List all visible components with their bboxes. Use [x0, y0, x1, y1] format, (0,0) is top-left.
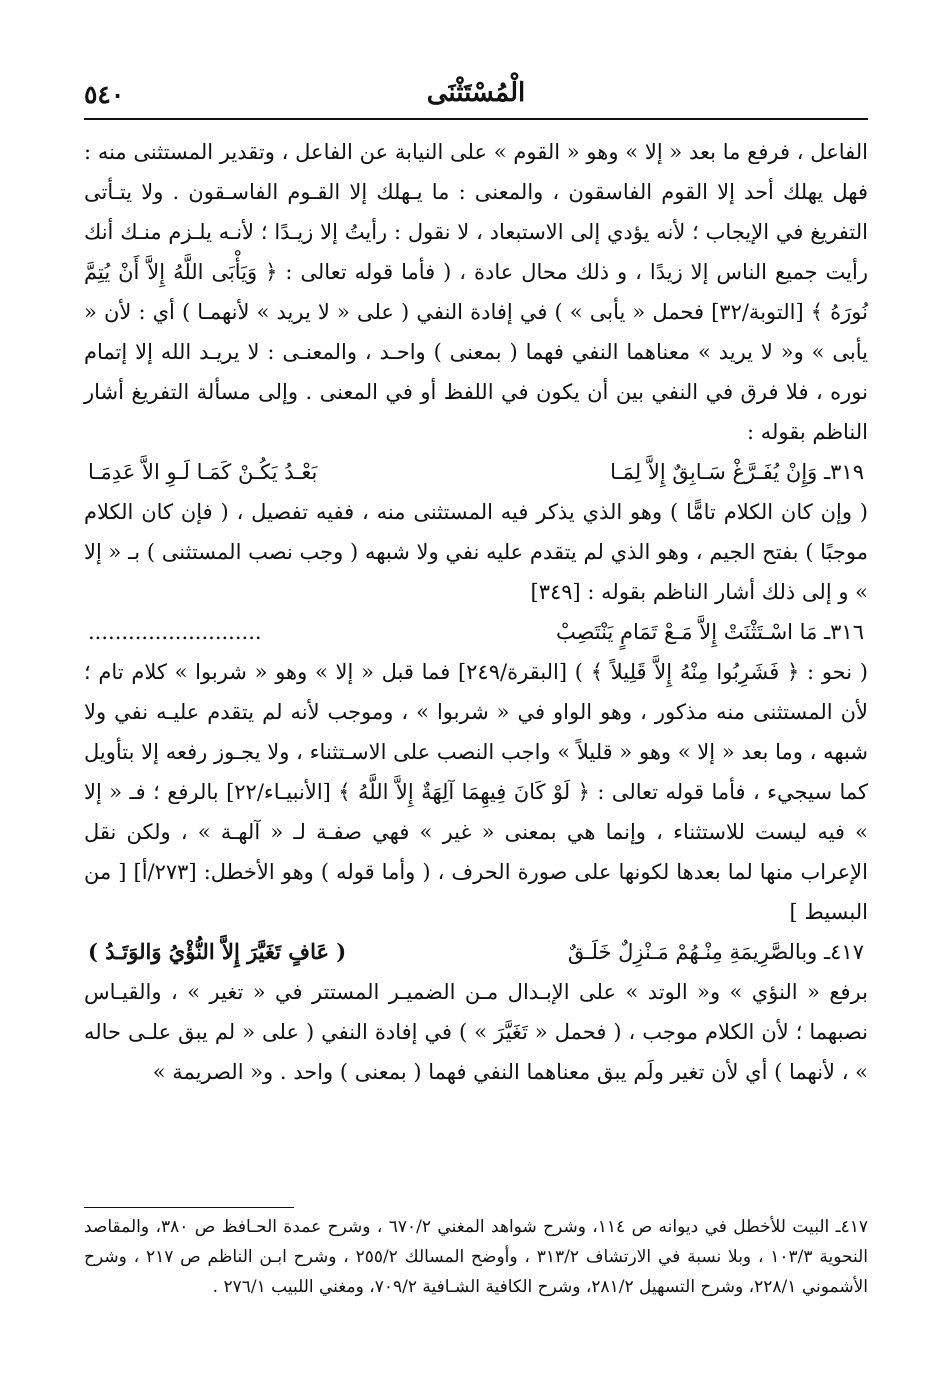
- verse-319-second-hemistich: بَعْـدُ يَكُـنْ كَمَـا لَـوِ الاَّ عَدِمَـا: [88, 460, 318, 484]
- footnote-separator: [84, 1207, 294, 1208]
- page-header: [84, 78, 868, 120]
- verse-316-second-hemistich: ..........................: [88, 620, 262, 644]
- paragraph-4: برفع « النؤي » و« الوتد » على الإبـدال مـن الضميـر المستتر في « تغير » ، والقيـاس نصبهما ؛ لأن الكلام موجب ، ( فحمل « تَغَيَّرَ » ) في إفادة النفي ( على « لم يبق علـى حاله » ، لأنهما ) أي لأن تغير ولَم يبق معناهما النفي فهما ( بمعنى ) واحد . و« الصريمة »: [84, 980, 868, 1084]
- paragraph-3: ( نحو : ﴿ فَشَرِبُوا مِنْهُ إِلاَّ قَلِيلاً ﴾ ) [البقرة/٢٤٩] فما قبل « إلا » وهو « شربوا » كلام تام ؛ لأن المستثنى منه مذكور ، وهو الواو في « شربوا » ، وموجب لأنه لم يتقدم عليـه نفي ولا شبهه ، وما بعد « إلا » وهو « قليلاً » واجب النصب على الاسـتثناء ، ولا يجـوز رفعه إلا بتأويل كما سيجيء ، فأما قوله تعالى : ﴿ لَوْ كَانَ فِيهِمَا آلِهَةٌ إِلاَّ اللَّهُ ﴾ [الأنبيـاء/٢٢] بالرفع ؛ فـ « إلا » فيه ليست للاستثناء ، وإنما هي بمعنى « غير » فهي صفـة لـ « آلهـة » ، ولكن نقل الإعراب منها لما بعدها لكونها على صورة الحرف ، ( وأما قوله ) وهو الأخطل: [٢٧٣/أ] [ من البسيط ]: [84, 660, 868, 924]
- page-number: ٥٤٠: [84, 80, 125, 109]
- paragraph-1: الفاعل ، فرفع ما بعد « إلا » وهو « القوم » على النيابة عن الفاعل ، وتقدير المستثنى منه : فهل يهلك أحد إلا القوم الفاسقون ، والمعنى : ما يـهلك إلا القـوم الفاسـقون . ولا يتـأتى التفريغ في الإيجاب ؛ لأنه يؤدي إلى الاستبعاد ، لا نقول : رأيتُ إلا زيـدًا ؛ لأنـه يلـزم منـك أنك رأيت جميع الناس إلا زيدًا ، و ذلك محال عادة ، ( فأما قوله تعالى : ﴿ وَيَأْبَى اللَّهُ إِلاَّ أَنْ يُتِمَّ نُورَهُ ﴾ [التوبة/٣٢] فحمل « يأبى » ) في إفادة النفي ( على « لا يريد » لأنهمـا ) أي : لأن « يأبى » و« لا يريد » معناهما النفي فهما ( بمعنى ) واحـد ، والمعنـى : لا يريـد الله إلا إتمام نوره ، فلا فرق في النفي بين أن يكون في اللفظ أو في المعنى . وإلى مسألة التفريغ أشار الناظم بقوله :: [84, 140, 868, 444]
- verse-316-first-hemistich: ٣١٦ـ مَا اسْـتَثْنَتْ إِلاَّ مَـعْ تَمَامٍ يَنْتَصِبْ: [555, 620, 864, 644]
- verse-417: [84, 932, 868, 972]
- verse-316: [84, 612, 868, 652]
- footnotes: [84, 1212, 868, 1302]
- verse-319-first-hemistich: ٣١٩ـ وَإِنْ يُفَـرَّغْ سَـابِقٌ إِلاَّ لِمَـا: [610, 460, 864, 484]
- verse-417-second-hemistich: ( عَافٍ تَغَيَّرَ إِلاَّ النُّؤْيُ وَالوَتَـدُ ): [88, 939, 347, 964]
- footnote-417: ٤١٧ـ البيت للأخطل في ديوانه ص ١١٤، وشرح شواهد المغني ٦٧٠/٢ ، وشرح عمدة الحـافظ ص ٣٨٠، والمقاصد النحوية ١٠٣/٣ ، وبلا نسبة في الارتشاف ٣١٣/٢ ، وأوضح المسالك ٢٥٥/٢ ، وشرح ابـن الناظم ص ٢١٧ ، وشرح الأشموني ٢٢٨/١، وشرح التسهيل ٢٨١/٢، وشرح الكافية الشـافية ٧٠٩/٢، ومغني اللبيب ٢٧٦/١ .: [84, 1217, 869, 1297]
- running-title: الْمُسْتَثْنَى: [426, 78, 526, 108]
- verse-319: [84, 452, 868, 492]
- paragraph-2: ( وإن كان الكلام تامًّا ) وهو الذي يذكر فيه المستثنى منه ، ففيه تفصيل ، ( فإن كان الكلام موجبًا ) بفتح الجيم ، وهو الذي لم يتقدم عليه نفي ولا شبهه ( وجب نصب المستثنى ) بـ « إلا » و إلى ذلك أشار الناظم بقوله : [٣٤٩]: [84, 500, 868, 604]
- verse-417-first-hemistich: ٤١٧ـ وبالصَّرِيمَةِ مِنْـهُمْ مَـنْزِلٌ خَلَـقٌ: [567, 940, 864, 964]
- main-text: [84, 132, 868, 1092]
